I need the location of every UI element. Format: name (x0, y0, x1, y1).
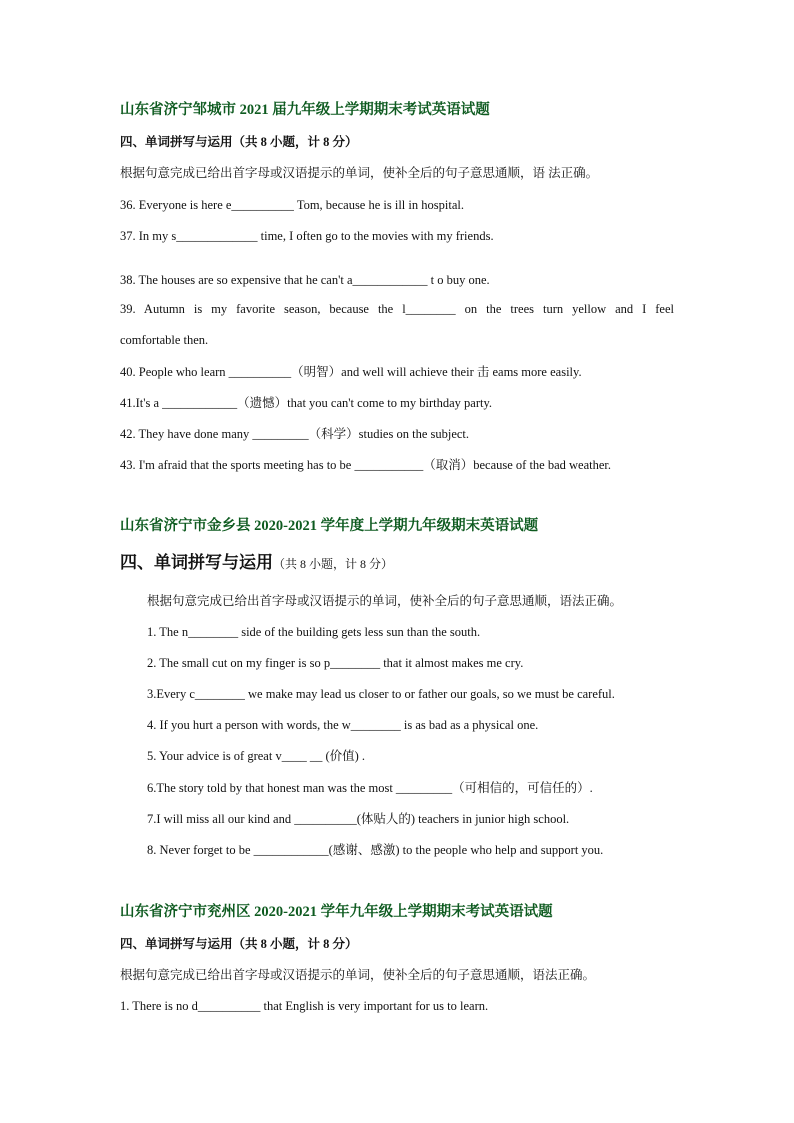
section3-subtitle: 四、单词拼写与运用（共 8 小题，计 8 分） (120, 937, 358, 951)
question-36: 36. Everyone is here e__________ Tom, because he is ill in hospital. (120, 198, 464, 212)
section2-subtitle-note: （共 8 小题，计 8 分） (273, 557, 394, 571)
section1-subtitle: 四、单词拼写与运用（共 8 小题，计 8 分） (120, 135, 358, 149)
question-43: 43. I'm afraid that the sports meeting has to be ___________（取消）because of the bad weather. (120, 458, 612, 472)
section1-title: 山东省济宁邹城市 2021 届九年级上学期期末考试英语试题 (120, 102, 490, 118)
question-41: 41.It's a ____________（遗憾）that you can't come to my birthday party. (120, 396, 493, 410)
section2-question-8: 8. Never forget to be ____________(感谢、感激) to the people who help and support you. (147, 843, 604, 857)
section2-title: 山东省济宁市金乡县 2020-2021 学年度上学期九年级期末英语试题 (120, 518, 539, 534)
question-40: 40. People who learn __________（明智）and well will achieve their 击 eams more easily. (120, 365, 582, 379)
section2-question-2: 2. The small cut on my finger is so p________ that it almost makes me cry. (147, 656, 524, 670)
section2-question-4: 4. If you hurt a person with words, the w________ is as bad as a physical one. (147, 718, 539, 732)
question-42: 42. They have done many _________（科学）studies on the subject. (120, 427, 470, 441)
section2-question-5: 5. Your advice is of great v____ __ (价值) . (147, 749, 366, 763)
section2-question-3: 3.Every c________ we make may lead us closer to or father our goals, so we must be careful. (147, 687, 615, 701)
section1-instruction: 根据句意完成已给出首字母或汉语提示的单词，使补全后的句子意思通顺，语 法正确。 (120, 166, 599, 180)
section3-instruction: 根据句意完成已给出首字母或汉语提示的单词，使补全后的句子意思通顺，语法正确。 (120, 968, 596, 982)
section2-question-6: 6.The story told by that honest man was the most _________（可相信的，可信任的）. (147, 781, 593, 795)
section2-instruction: 根据句意完成已给出首字母或汉语提示的单词，使补全后的句子意思通顺，语法正确。 (147, 594, 623, 608)
section2-question-1: 1. The n________ side of the building gets less sun than the south. (147, 625, 481, 639)
section2-subtitle (120, 554, 674, 573)
section2-subtitle-main: 四、单词拼写与运用 (120, 553, 273, 573)
question-37: 37. In my s_____________ time, I often go to the movies with my friends. (120, 229, 494, 243)
section3-question-1: 1. There is no d__________ that English is very important for us to learn. (120, 999, 489, 1013)
section2-question-7: 7.I will miss all our kind and __________(体贴人的) teachers in junior high school. (147, 812, 570, 826)
question-38: 38. The houses are so expensive that he can't a____________ t o buy one. (120, 273, 490, 287)
question-39: 39. Autumn is my favorite season, because the l________ on the trees turn yellow and I feel (120, 302, 674, 316)
question-39-continued: comfortable then. (120, 333, 209, 347)
section3-title: 山东省济宁市兖州区 2020-2021 学年九年级上学期期末考试英语试题 (120, 904, 553, 920)
